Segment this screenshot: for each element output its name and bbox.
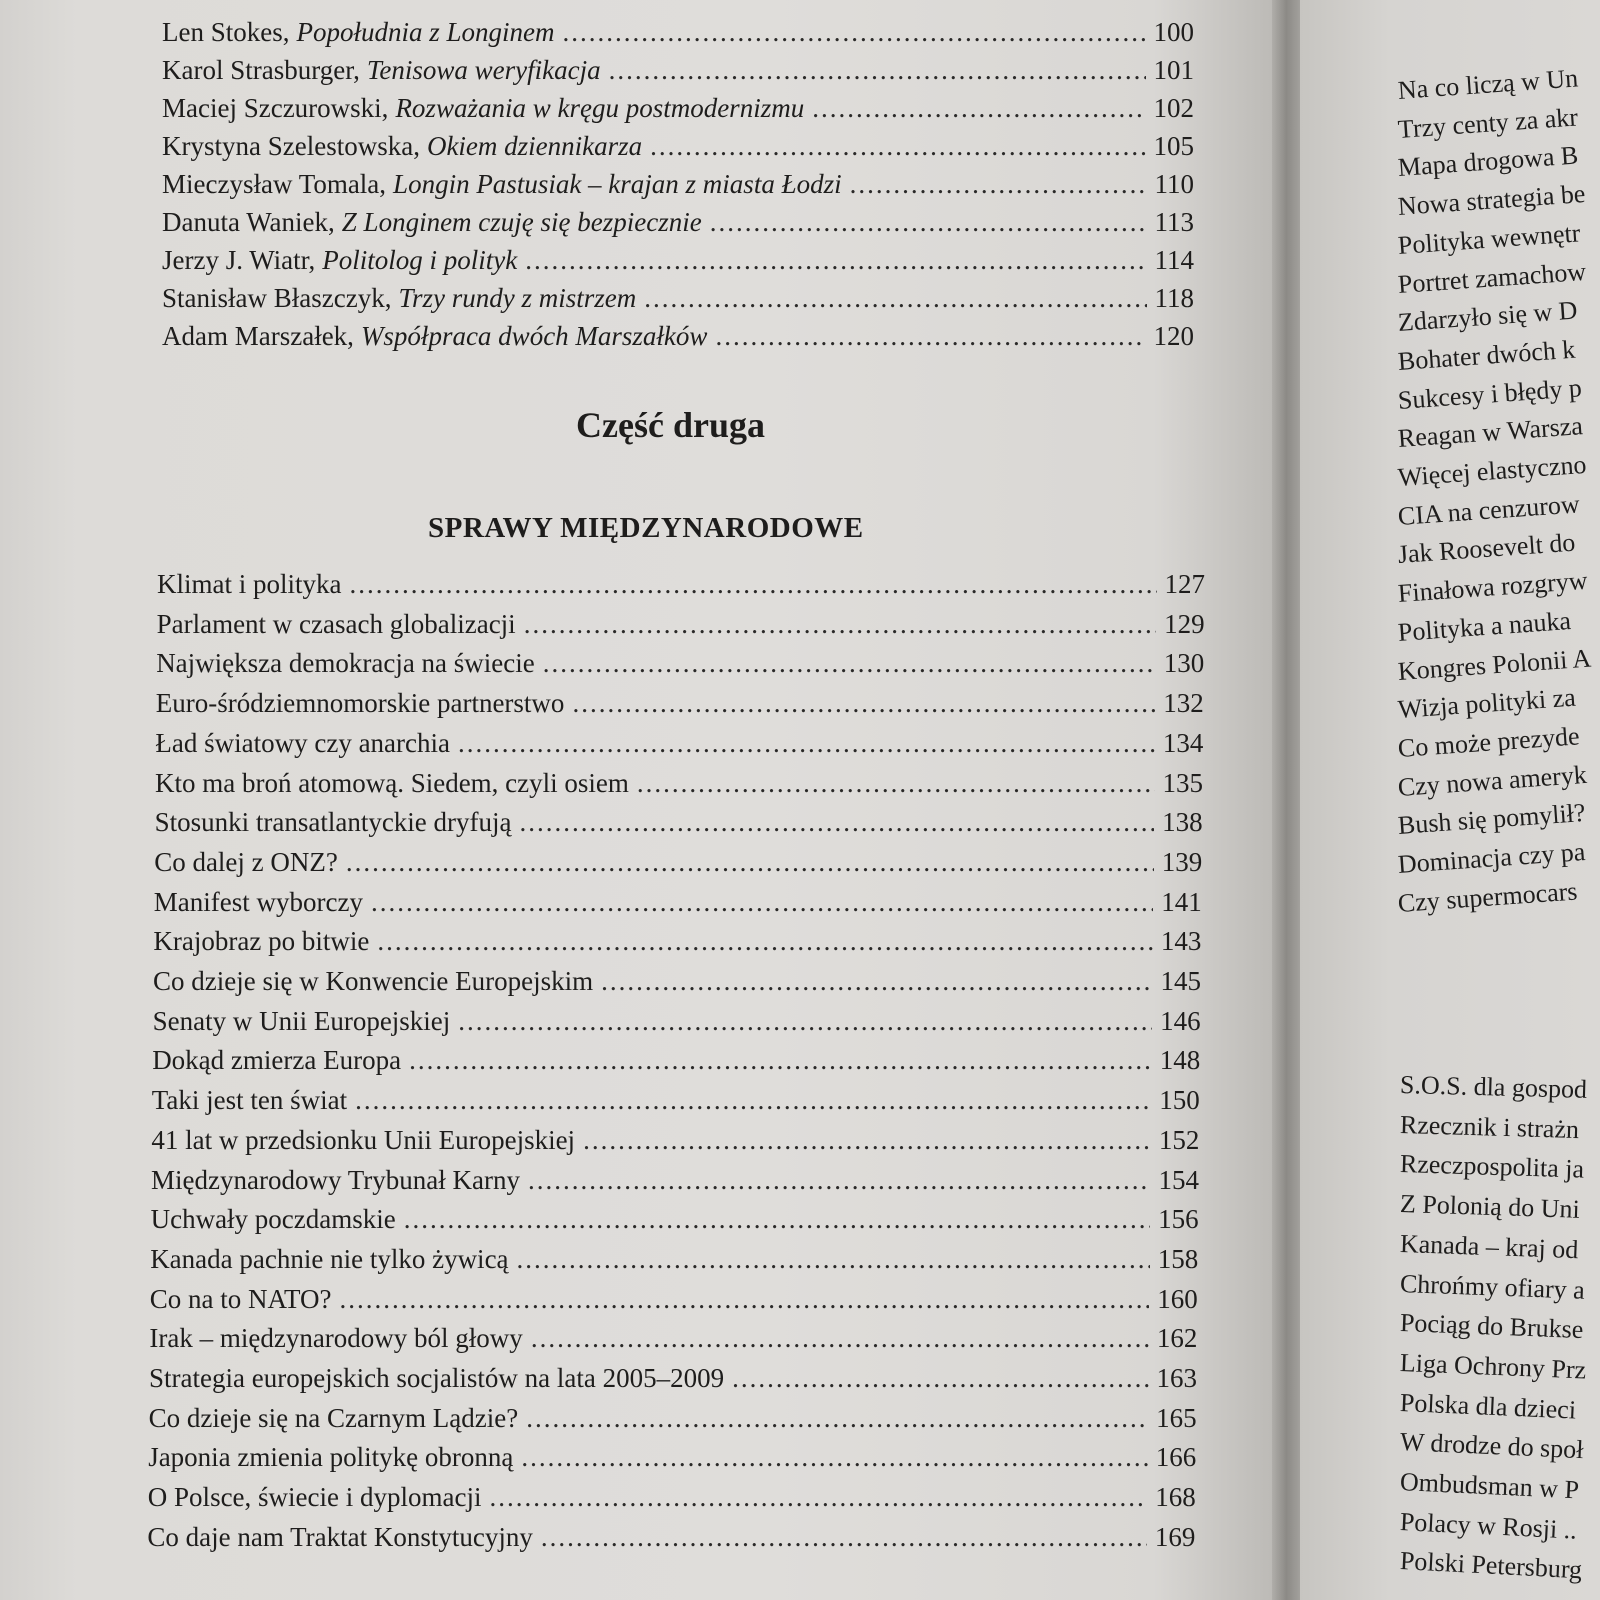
dot-leader [715,318,1145,354]
entry-title: Strategia europejskich socjalistów na lata 2005–2009 [149,1363,725,1393]
toc-entry [155,765,1203,801]
entry-author: Stanisław Błaszczyk, [162,283,392,313]
right-page-line: Kanada – kraj od [1399,1228,1579,1264]
toc-entry [162,242,1194,278]
dot-leader [525,242,1146,278]
entry-title: Co dzieje się na Czarnym Lądzie? [148,1402,519,1433]
dot-leader [601,963,1152,999]
entry-title: Współpraca dwóch Marszałków [360,321,708,351]
toc-entry [153,963,1201,999]
right-page-line: Portret zamachow [1396,256,1587,299]
right-page-line: Ombudsman w P [1399,1467,1580,1505]
entry-page: 169 [1154,1521,1196,1552]
dot-leader [520,804,1155,840]
right-page-line: Czy supermocars [1396,876,1579,918]
right-page-line: Polityka a nauka [1396,605,1572,647]
right-page-line: Kongres Polonii A [1396,643,1593,686]
entry-author: Maciej Szczurowski, [162,93,389,123]
entry-title: Senaty w Unii Europejskiej [152,1005,451,1036]
right-page-line: Polityka wewnętr [1396,218,1582,260]
right-page-line: Pociąg do Brukse [1399,1308,1584,1345]
entry-page: 138 [1162,807,1203,838]
dot-leader [371,884,1153,920]
entry-page: 101 [1153,55,1194,85]
entry-page: 145 [1160,966,1201,996]
entry-page: 113 [1154,207,1194,237]
dot-leader [409,1042,1152,1078]
entry-author: Danuta Waniek, [162,207,335,237]
toc-entry [162,166,1194,202]
entry-author: Jerzy J. Wiatr, [162,245,316,275]
right-page-line: Dominacja czy pa [1396,836,1587,879]
right-page-line: Więcej elastyczno [1396,449,1588,492]
toc-entry [156,685,1204,721]
entry-page: 127 [1164,569,1205,599]
dot-leader [583,1122,1151,1158]
entry-page: 120 [1153,321,1194,351]
dot-leader [521,1439,1147,1475]
dot-leader [458,1003,1152,1039]
entry-title: Kto ma broń atomową. Siedem, czyli osiem [155,767,629,798]
entry-author: Len Stokes, [162,17,290,47]
toc-entry [148,1479,1196,1515]
dot-leader [531,1320,1149,1356]
right-page-line: Polski Petersburg [1399,1546,1583,1585]
entry-title: Stosunki transatlantyckie dryfują [154,807,512,838]
entry-page: 134 [1162,727,1204,758]
right-page-line: Jak Roosevelt do [1396,528,1577,570]
toc-entry [152,1042,1200,1078]
right-page-line: Z Polonią do Uni [1399,1189,1581,1224]
entry-page: 150 [1159,1085,1200,1116]
entry-page: 162 [1156,1323,1198,1354]
entry-page: 110 [1154,169,1194,199]
toc-entry [147,1519,1195,1555]
entry-title: Longin Pastusiak – krajan z miasta Łodzi [393,169,842,199]
entry-title: Co na to NATO? [149,1283,332,1314]
entry-title: Taki jest ten świat [151,1085,348,1116]
entry-title: O Polsce, świecie i dyplomacji [147,1482,482,1513]
entry-title: Tenisowa weryfikacja [366,55,601,85]
right-page-line: Nowa strategia be [1396,179,1587,222]
section-heading: SPRAWY MIĘDZYNARODOWE [428,512,864,544]
entry-title: Parlament w czasach globalizacji [156,608,516,639]
entry-page: 148 [1159,1045,1201,1076]
toc-entry [153,1003,1201,1039]
toc-entry [157,566,1205,602]
entry-page: 165 [1156,1402,1197,1433]
entry-page: 163 [1156,1363,1197,1393]
entry-title: Irak – międzynarodowy ból głowy [149,1323,523,1354]
toc-entry [155,725,1203,761]
entry-page: 132 [1163,688,1204,719]
right-page-line: Co może prezyde [1396,721,1581,763]
right-page-line: Bohater dwóch k [1396,334,1577,376]
dot-leader [528,1162,1151,1198]
entry-title: Trzy rundy z mistrzem [398,283,637,313]
right-page-line: Mapa drogowa B [1396,140,1580,183]
entry-title: Uchwały poczdamskie [150,1204,396,1235]
right-page-line: Polacy w Rosji .. [1399,1506,1578,1545]
dot-leader [543,645,1156,681]
right-page-line: Czy nowa ameryk [1396,759,1588,802]
toc-entry [149,1400,1197,1436]
entry-page: 139 [1161,846,1203,877]
dot-leader [377,923,1153,959]
toc-entry [154,884,1202,920]
entry-title: Co daje nam Traktat Konstytucyjny [147,1521,533,1552]
entry-page: 154 [1158,1164,1199,1195]
entry-title: Euro-śródziemnomorskie partnerstwo [155,688,565,719]
dot-leader [850,166,1147,202]
entry-title: Dokąd zmierza Europa [152,1045,402,1076]
entry-page: 105 [1153,131,1194,161]
entry-page: 168 [1155,1482,1196,1513]
entry-title: Międzynarodowy Trybunał Karny [151,1164,520,1195]
dot-leader [710,204,1147,240]
entry-author: Karol Strasburger, [162,55,360,85]
dot-leader [340,1281,1150,1317]
entry-title: Największa demokracja na świecie [156,648,535,679]
entry-title: Rozważania w kręgu postmodernizmu [395,93,805,123]
right-page-line: CIA na cenzurow [1396,489,1581,531]
toc-entry [152,1082,1200,1118]
toc-entry [162,318,1194,354]
entry-title: Manifest wyborczy [153,886,363,917]
right-page-line: Sukcesy i błędy p [1396,372,1583,415]
entry-author: Krystyna Szelestowska, [162,131,420,161]
entry-page: 160 [1157,1283,1198,1314]
right-page-line: S.O.S. dla gospod [1399,1070,1588,1104]
dot-leader [526,1400,1148,1436]
dot-leader [572,685,1155,721]
toc-entry [157,606,1205,642]
toc-entry [150,1241,1198,1277]
dot-leader [355,1082,1151,1118]
right-page [1300,0,1600,1600]
entry-page: 158 [1157,1243,1199,1274]
dot-leader [650,128,1145,164]
entry-page: 102 [1153,93,1194,123]
entry-title: Co dzieje się w Konwencie Europejskim [153,966,594,996]
toc-entry [162,280,1194,316]
dot-leader [637,765,1155,801]
toc-entry [149,1360,1197,1396]
right-page-line: Polska dla dzieci [1399,1387,1577,1425]
right-page-line: Rzecznik i strażn [1399,1109,1580,1144]
dot-leader [524,606,1156,642]
entry-page: 152 [1158,1124,1200,1155]
right-page-line: Wizja polityki za [1396,682,1577,725]
toc-entry [151,1122,1199,1158]
right-page-line: Rzeczpospolita ja [1399,1149,1585,1184]
toc-entry [162,204,1194,240]
dot-leader [563,14,1146,50]
right-page-line: Reagan w Warsza [1396,411,1584,454]
right-page-line: Trzy centy za akr [1396,102,1579,144]
dot-leader [404,1201,1150,1237]
entry-page: 118 [1154,283,1194,313]
right-page-line: Na co liczą w Un [1396,63,1580,105]
toc-entry [153,923,1201,959]
entry-title: Kanada pachnie nie tylko żywicą [150,1243,509,1274]
dot-leader [541,1519,1147,1555]
toc-entry [162,128,1194,164]
entry-page: 146 [1160,1005,1201,1036]
entry-title: Politolog i polityk [322,245,518,275]
entry-title: Co dalej z ONZ? [154,846,338,877]
dot-leader [458,725,1155,761]
dot-leader [517,1241,1150,1277]
entry-author: Mieczysław Tomala, [162,169,387,199]
entry-page: 143 [1160,926,1202,957]
entry-page: 141 [1161,886,1202,917]
entry-page: 114 [1154,245,1194,275]
entry-page: 129 [1164,608,1205,639]
dot-leader [609,52,1146,88]
dot-leader [349,566,1156,602]
right-page-line: Liga Ochrony Prz [1399,1347,1587,1385]
dot-leader [346,844,1154,880]
dot-leader [812,90,1145,126]
entry-page: 166 [1155,1442,1197,1473]
entry-title: 41 lat w przedsionku Unii Europejskiej [151,1124,576,1155]
toc-entry [151,1201,1199,1237]
entry-title: Krajobraz po bitwie [153,926,370,957]
entry-page: 156 [1158,1204,1199,1235]
right-page-line: W drodze do społ [1399,1427,1585,1465]
dot-leader [732,1360,1148,1396]
entry-page: 135 [1162,767,1203,798]
entry-page: 130 [1163,648,1205,679]
toc-entry [150,1281,1198,1317]
dot-leader [644,280,1146,316]
toc-entry [162,52,1194,88]
right-page-line: Finałowa rozgryw [1396,565,1589,609]
toc-entry [154,844,1202,880]
entry-title: Okiem dziennikarza [426,131,643,161]
right-page-line: Bush się pomylił? [1396,798,1587,841]
dot-leader [489,1479,1147,1515]
toc-entry [148,1439,1196,1475]
toc-entry [149,1320,1197,1356]
toc-entry [162,90,1194,126]
toc-entry [162,14,1194,50]
entry-title: Z Longinem czuję się bezpiecznie [341,207,702,237]
right-page-line: Chrońmy ofiary a [1399,1268,1586,1305]
toc-entry [156,645,1204,681]
entry-page: 100 [1153,17,1194,47]
entry-title: Klimat i polityka [157,569,342,599]
toc-entry [155,804,1203,840]
entry-title: Japonia zmienia politykę obronną [148,1442,514,1473]
right-page-line: Zdarzyło się w D [1396,295,1579,338]
entry-title: Ład światowy czy anarchia [155,727,451,758]
entry-title: Popołudnia z Longinem [296,17,555,47]
entry-author: Adam Marszałek, [162,321,354,351]
part-heading: Część druga [576,405,765,445]
toc-entry [151,1162,1199,1198]
